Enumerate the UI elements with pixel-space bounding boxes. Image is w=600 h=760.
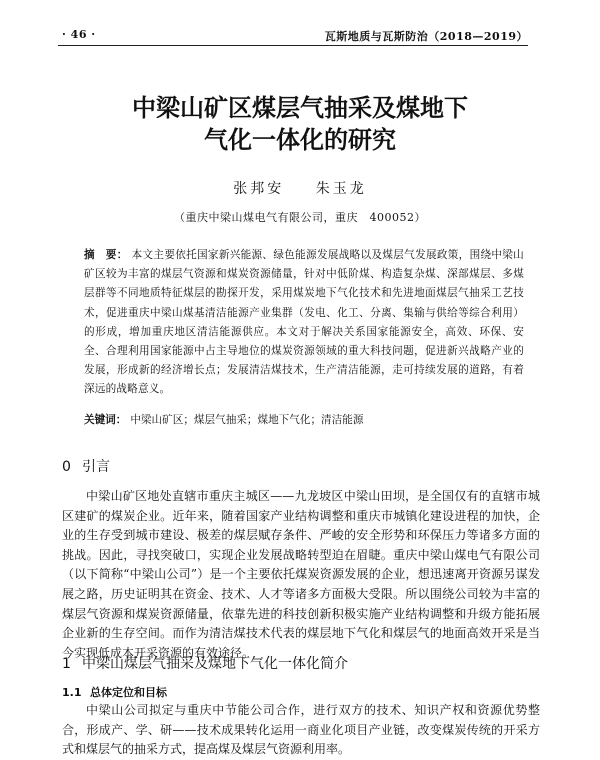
section-heading-1 <box>62 653 348 673</box>
section-title: 中梁山煤层气抽采及煤地下气化一体化简介 <box>82 656 348 672</box>
author-name: 张邦安 <box>233 181 285 197</box>
running-header <box>58 24 528 46</box>
subsection-heading-1-1 <box>62 684 167 700</box>
affiliation: （重庆中梁山煤电气有限公司，重庆 400052） <box>174 211 426 224</box>
keywords-text: 中梁山矿区；煤层气抽采；煤地下气化；清洁能源 <box>130 414 364 426</box>
page-number: · 46 · <box>62 28 96 41</box>
section-title: 引言 <box>82 459 110 475</box>
author-list <box>0 178 600 198</box>
journal-title: 瓦斯地质与瓦斯防治（2018—2019） <box>324 30 528 43</box>
keywords-label: 关键词： <box>84 414 127 426</box>
abstract-text: 本文主要依托国家新兴能源、绿色能源发展战略以及煤层气发展政策，围绕中梁山矿区较为丰富的煤层气资源和煤炭资源储量，针对中低阶煤、构造复杂煤、深部煤层、多煤层群等不同地质特征煤层的勘探开发，采用煤炭地下气化技术和先进地面煤层气抽采工艺技术，促进重庆中梁山煤基清洁能源产业集群（发电、化工、分离、集输与供给等综合利用）的形成，增加重庆地区清洁能源供应。本文对于解决关系国家能源安全，高效、环保、安全、合理利用国家能源中占主导地位的煤炭资源领域的重大科技问题，促进新兴战略产业的发展，形成新的经济增长点；发展清洁煤技术，生产清洁能源，走可持续发展的道路，有着深远的战略意义。 <box>84 249 524 396</box>
header-rule <box>58 45 528 46</box>
section-heading-introduction <box>62 456 110 476</box>
paper-title-line-2: 气化一体化的研究 <box>204 126 396 154</box>
section-number: 0 <box>62 459 71 475</box>
abstract <box>84 246 524 400</box>
subsection-paragraph: 中梁山公司拟定与重庆中节能公司合作，进行双方的技术、知识产权和资源优势整合，形成产、学、研——技术成果转化运用一商业化项目产业链，改变煤炭传统的开采方式和煤层气的抽采方式，提高煤及煤层气资源利用率。 <box>62 703 540 757</box>
subsection-number: 1.1 <box>62 686 82 699</box>
abstract-label: 摘 要： <box>84 249 128 261</box>
paper-title-line-1: 中梁山矿区煤层气抽采及煤地下 <box>132 94 468 122</box>
author-name: 朱玉龙 <box>315 181 367 197</box>
keywords <box>84 411 524 429</box>
subsection-title: 总体定位和目标 <box>90 686 167 699</box>
section-number: 1 <box>62 656 71 672</box>
introduction-paragraph: 中梁山矿区地处直辖市重庆主城区——九龙坡区中梁山田坝，是全国仅有的直辖市城区建矿的煤炭企业。近年来，随着国家产业结构调整和重庆市城镇化建设进程的加快，企业的生存受到城市建设、极差的煤层赋存条件、严峻的安全形势和环保压力等诸多方面的挑战。因此，寻找突破口，实现企业发展战略转型迫在眉睫。重庆中梁山煤电气有限公司（以下简称“中梁山公司”）是一个主要依托煤炭资源发展的企业，想迅速离开资源另谋发展之路，历史证明其在资金、技术、人才等诸多方面极大受限。所以围绕公司较为丰富的煤层气资源和煤炭资源储量，依靠先进的科技创新积极实施产业结构调整和升级方能拓展企业新的生存空间。而作为清洁煤技术代表的煤层地下气化和煤层气的地面高效开采是当今实现低成本开采资源的有效途径。 <box>62 489 540 660</box>
